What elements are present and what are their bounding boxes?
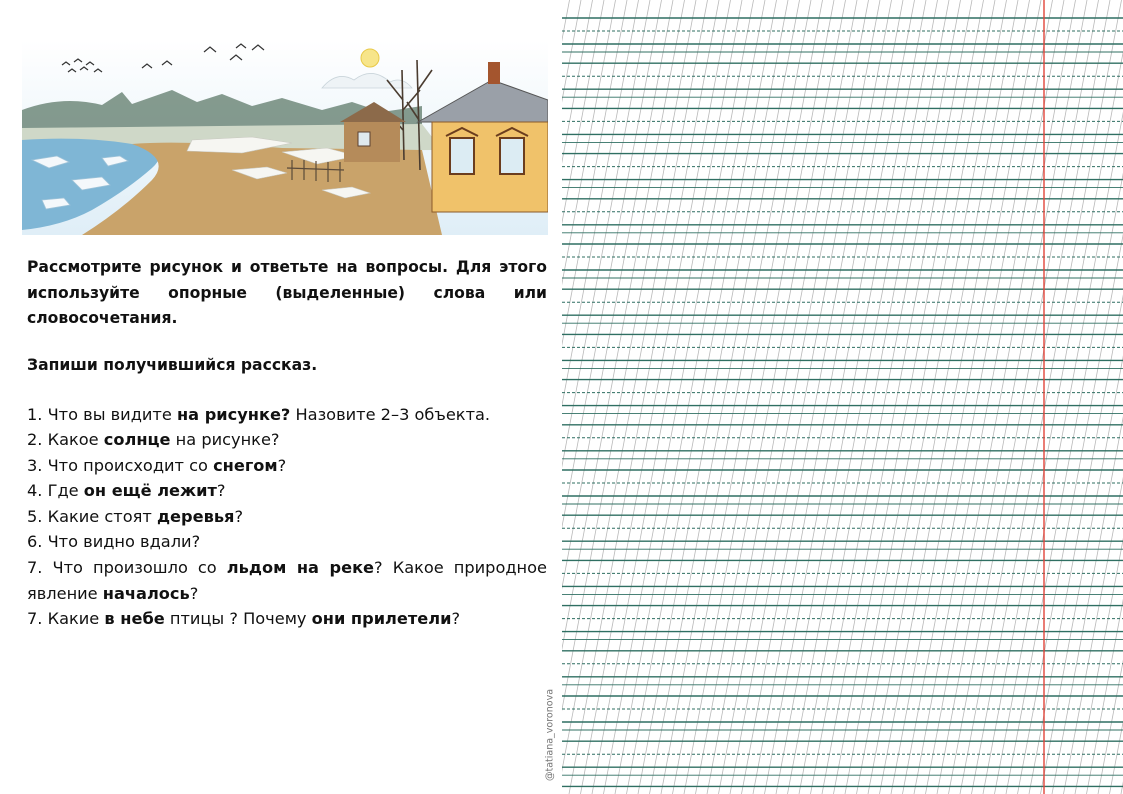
question-list bbox=[27, 402, 547, 632]
question-text: 7. Какие bbox=[27, 609, 105, 629]
question-text: 5. Какие стоят bbox=[27, 506, 157, 526]
spring-landscape-illustration bbox=[22, 40, 548, 235]
slant-line bbox=[891, 0, 1041, 794]
slant-line bbox=[960, 0, 1110, 794]
keyword-text: солнце bbox=[103, 430, 171, 450]
slant-line bbox=[562, 0, 627, 794]
slant-line bbox=[753, 0, 903, 794]
slant-line bbox=[845, 0, 995, 794]
slant-line bbox=[834, 0, 984, 794]
keyword-text: они прилетели bbox=[311, 609, 452, 629]
question-item bbox=[27, 402, 547, 428]
slant-line bbox=[707, 0, 857, 794]
slant-line bbox=[627, 0, 777, 794]
author-credit-text: @tatiana_voronova bbox=[544, 688, 556, 782]
slant-line bbox=[696, 0, 846, 794]
question-text: 3. Что происходит со bbox=[27, 455, 214, 475]
slant-line bbox=[914, 0, 1064, 794]
slant-line bbox=[604, 0, 754, 794]
slant-line bbox=[562, 0, 662, 794]
slant-line bbox=[857, 0, 1007, 794]
question-text: ? bbox=[451, 609, 461, 629]
slant-line bbox=[1064, 0, 1123, 794]
slant-line bbox=[776, 0, 926, 794]
slant-line bbox=[615, 0, 765, 794]
slant-line bbox=[742, 0, 892, 794]
question-item bbox=[27, 427, 547, 453]
question-item bbox=[27, 478, 547, 504]
slant-guide-lines bbox=[562, 0, 1123, 794]
slant-line bbox=[880, 0, 1030, 794]
slant-line bbox=[811, 0, 961, 794]
question-text: 1. Что вы видите bbox=[27, 404, 177, 424]
question-text: на рисунке? bbox=[170, 430, 280, 450]
question-text: 6. Что видно вдали? bbox=[27, 532, 201, 552]
slant-line bbox=[903, 0, 1053, 794]
slant-line bbox=[949, 0, 1099, 794]
slant-line bbox=[868, 0, 1018, 794]
keyword-text: деревья bbox=[156, 506, 235, 526]
slant-line bbox=[719, 0, 869, 794]
slant-line bbox=[937, 0, 1087, 794]
slant-line bbox=[788, 0, 938, 794]
slant-line bbox=[730, 0, 880, 794]
keyword-text: льдом на реке bbox=[226, 558, 375, 578]
sun bbox=[361, 49, 379, 67]
slant-line bbox=[562, 0, 650, 794]
slant-line bbox=[581, 0, 731, 794]
slant-line bbox=[926, 0, 1076, 794]
slant-line bbox=[562, 0, 639, 794]
question-text: ? Какое природное явление bbox=[27, 558, 548, 603]
question-item bbox=[27, 453, 547, 479]
slant-line bbox=[972, 0, 1122, 794]
keyword-text: снегом bbox=[213, 455, 278, 475]
slant-line bbox=[569, 0, 719, 794]
keyword-text: он ещё лежит bbox=[83, 481, 217, 501]
question-item bbox=[27, 606, 547, 632]
question-text: Назовите 2–3 объекта. bbox=[290, 404, 491, 424]
slant-line bbox=[562, 0, 581, 794]
slant-line bbox=[562, 0, 593, 794]
question-text: ? bbox=[216, 481, 226, 501]
keyword-text: началось bbox=[102, 583, 190, 603]
question-item bbox=[27, 555, 547, 606]
slant-line bbox=[592, 0, 742, 794]
slant-line bbox=[650, 0, 800, 794]
slant-line bbox=[673, 0, 823, 794]
question-text: птицы ? Почему bbox=[164, 609, 312, 629]
question-text: 4. Где bbox=[27, 481, 84, 501]
slant-line bbox=[765, 0, 915, 794]
slant-line bbox=[1087, 0, 1123, 794]
slant-line bbox=[562, 0, 696, 794]
slant-line bbox=[684, 0, 834, 794]
question-item bbox=[27, 529, 547, 555]
author-credit bbox=[541, 680, 559, 790]
slant-line bbox=[562, 0, 708, 794]
slant-line bbox=[638, 0, 788, 794]
slant-line bbox=[799, 0, 949, 794]
slant-line bbox=[661, 0, 811, 794]
question-text: ? bbox=[189, 583, 199, 603]
question-text: 2. Какое bbox=[27, 430, 104, 450]
task-intro: Рассмотрите рисунок и ответьте на вопросы. Для этого используйте опорные (выделенные) слова или словосочетания. bbox=[27, 258, 547, 327]
question-item bbox=[27, 504, 547, 530]
slant-line bbox=[1110, 0, 1123, 794]
slant-line bbox=[822, 0, 972, 794]
copybook-ruled-area bbox=[562, 0, 1123, 794]
task-instruction: Запиши получившийся рассказ. bbox=[27, 355, 318, 374]
task-text bbox=[27, 255, 547, 632]
keyword-text: на рисунке? bbox=[176, 404, 291, 424]
question-text: ? bbox=[277, 455, 287, 475]
keyword-text: в небе bbox=[104, 609, 165, 629]
slant-line bbox=[562, 0, 673, 794]
question-text: ? bbox=[234, 506, 244, 526]
slant-line bbox=[1018, 0, 1123, 794]
question-text: 7. Что произошло со bbox=[27, 558, 227, 578]
